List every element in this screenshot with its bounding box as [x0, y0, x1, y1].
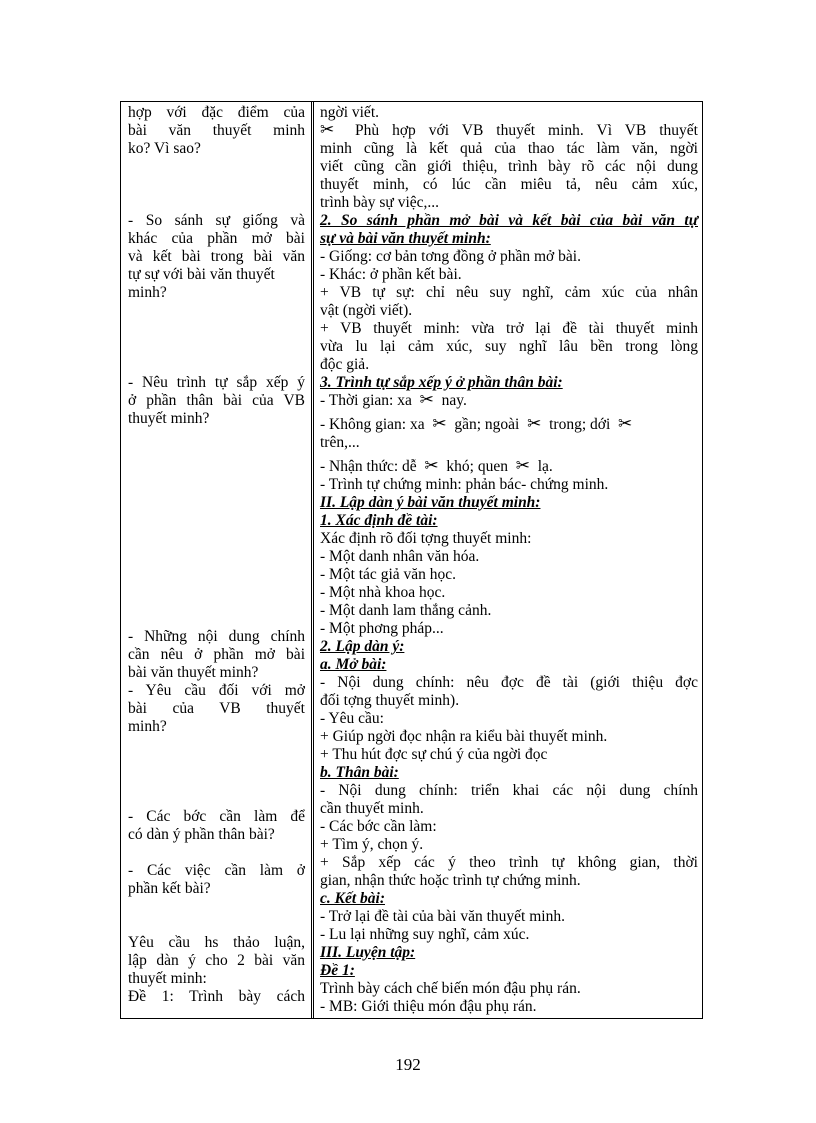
question-line [128, 284, 305, 302]
scissors-icon: ✂ [424, 456, 439, 476]
line-text: - Giống: cơ bản tơng đồng ở phần mở bài. [320, 248, 581, 265]
line-text: ở phần thân bài của VB [128, 392, 305, 409]
content-heading [320, 494, 698, 512]
content-line [320, 122, 698, 140]
line-text: bài văn thuyết minh? [128, 664, 259, 681]
question-line [128, 628, 305, 646]
line-text: - Nội dung chính: nêu đợc đề tài (giới thiệu đợc [320, 674, 698, 691]
question-line [128, 718, 305, 736]
line-text: - Các bớc cần làm: [320, 818, 437, 835]
content-heading [320, 374, 698, 392]
line-text: cần nêu ở phần mở bài [128, 646, 305, 663]
line-text: - Nhận thức: dễ [320, 458, 421, 475]
line-text: - Yêu cầu đối với mở [128, 682, 305, 699]
question-line [128, 104, 305, 122]
scissors-icon: ✂ [527, 414, 542, 434]
question-line [128, 862, 305, 880]
line-text: - Một danh nhân văn hóa. [320, 548, 480, 565]
content-line [320, 908, 698, 926]
line-text: vừa lu lại cảm xúc, suy nghĩ lâu bền trong lòng [320, 338, 698, 355]
question-line [128, 880, 305, 898]
content-heading [320, 944, 698, 962]
question-line [128, 212, 305, 230]
content-line [320, 338, 698, 356]
line-text: Đề 1: [320, 962, 355, 979]
line-text: c. Kết bài: [320, 890, 385, 907]
line-text: trong; dới [545, 416, 615, 433]
question-line [128, 266, 305, 284]
line-text: minh? [128, 718, 167, 735]
content-heading [320, 962, 698, 980]
content-line [320, 266, 698, 284]
content-line [320, 434, 698, 452]
line-text: gian, nhận thức hoặc trình tự chứng minh. [320, 872, 581, 889]
content-line [320, 548, 698, 566]
line-text: 2. So sánh phần mở bài và kết bài của bài văn tự [320, 212, 698, 229]
scissors-icon: ✂ [515, 456, 530, 476]
lesson-table [120, 101, 703, 1019]
question-line [128, 122, 305, 140]
line-text: minh? [128, 284, 167, 301]
line-text: độc giả. [320, 356, 370, 373]
line-text: phần kết bài? [128, 880, 211, 897]
question-line [128, 646, 305, 664]
content-line [320, 392, 698, 410]
question-line [128, 140, 305, 158]
line-text: + Sắp xếp các ý theo trình tự không gian, thời [320, 854, 698, 871]
line-text: lập dàn ý cho 2 bài văn [128, 952, 305, 969]
line-text: + Thu hút đợc sự chú ý của ngời đọc [320, 746, 548, 763]
content-heading [320, 764, 698, 782]
question-line [128, 682, 305, 700]
line-text: - Nội dung chính: triển khai các nội dung chính [320, 782, 698, 799]
line-text: + VB tự sự: chỉ nêu suy nghĩ, cảm xúc của nhân [320, 284, 698, 301]
content-line [320, 710, 698, 728]
line-text: và kết bài trong bài văn [128, 248, 305, 265]
content-line [320, 692, 698, 710]
content-line [320, 980, 698, 998]
line-text: Xác định rõ đối tợng thuyết minh: [320, 530, 532, 547]
content-line [320, 728, 698, 746]
line-text: tự sự với bài văn thuyết [128, 266, 275, 283]
line-text: - Thời gian: xa [320, 392, 416, 409]
line-text: trình bày sự việc,... [320, 194, 440, 211]
line-text: bài của VB thuyết [128, 700, 305, 717]
line-text: - Trình tự chứng minh: phản bác- chứng minh. [320, 476, 609, 493]
content-line [320, 158, 698, 176]
content-heading [320, 512, 698, 530]
question-line [128, 952, 305, 970]
question-line [128, 664, 305, 682]
question-line [128, 826, 305, 844]
content-line [320, 836, 698, 854]
line-text: a. Mở bài: [320, 656, 387, 673]
question-line [128, 934, 305, 952]
line-text: có dàn ý phần thân bài? [128, 826, 275, 843]
line-text: Trình bày cách chế biến món đậu phụ rán. [320, 980, 581, 997]
content-line [320, 800, 698, 818]
line-text: hợp với đặc điểm của [128, 104, 305, 121]
line-text: nay. [437, 392, 467, 409]
scissors-icon: ✂ [432, 414, 447, 434]
line-text: - Nêu trình tự sắp xếp ý [128, 374, 305, 391]
line-text: ngời viết. [320, 104, 379, 121]
content-line [320, 854, 698, 872]
line-text: Phù hợp với VB thuyết minh. Vì VB thuyết [342, 122, 698, 139]
content-heading [320, 230, 698, 248]
line-text: khác của phần mở bài [128, 230, 305, 247]
content-line [320, 302, 698, 320]
content-line [320, 926, 698, 944]
line-text: - Một nhà khoa học. [320, 584, 446, 601]
content-line [320, 458, 698, 476]
line-text: - Không gian: xa [320, 416, 429, 433]
line-text: + Tìm ý, chọn ý. [320, 836, 424, 853]
content-line [320, 248, 698, 266]
question-line [128, 392, 305, 410]
line-text: 3. Trình tự sắp xếp ý ở phần thân bài: [320, 374, 563, 391]
content-heading [320, 656, 698, 674]
content-line [320, 602, 698, 620]
line-text: minh cũng là kết quả của thao tác làm văn, ngời [320, 140, 698, 157]
content-line [320, 566, 698, 584]
line-text: - Một phơng pháp... [320, 620, 444, 637]
content-line [320, 746, 698, 764]
content-line [320, 320, 698, 338]
content-line [320, 356, 698, 374]
line-text: - Yêu cầu: [320, 710, 384, 727]
line-text: bài văn thuyết minh [128, 122, 305, 139]
question-line [128, 700, 305, 718]
line-text: lạ. [533, 458, 553, 475]
content-line [320, 476, 698, 494]
content-heading [320, 890, 698, 908]
question-line [128, 374, 305, 392]
content-line [320, 872, 698, 890]
line-text: - MB: Giới thiệu món đậu phụ rán. [320, 998, 537, 1015]
question-line [128, 988, 305, 1006]
content-line [320, 530, 698, 548]
content-line [320, 818, 698, 836]
line-text: - Các bớc cần làm để [128, 808, 305, 825]
content-line [320, 194, 698, 212]
page-number: 192 [395, 1055, 421, 1074]
line-text: Đề 1: Trình bày cách [128, 988, 305, 1005]
content-line [320, 998, 698, 1016]
line-text: khó; quen [442, 458, 512, 475]
content-line [320, 104, 698, 122]
line-text: thuyết minh: [128, 970, 207, 987]
line-text: - So sánh sự giống và [128, 212, 305, 229]
line-text: ko? Vì sao? [128, 140, 201, 157]
line-text: thuyết minh, có lúc cần miêu tả, nêu cảm xúc, [320, 176, 698, 193]
content-line [320, 416, 698, 434]
line-text: - Các việc cần làm ở [128, 862, 305, 879]
line-text: b. Thân bài: [320, 764, 399, 781]
line-text: đối tợng thuyết minh). [320, 692, 460, 709]
line-text: - Một tác giả văn học. [320, 566, 457, 583]
content-line [320, 284, 698, 302]
question-line [128, 970, 305, 988]
line-text: thuyết minh? [128, 410, 210, 427]
content-line [320, 584, 698, 602]
line-text: cần thuyết minh. [320, 800, 424, 817]
scissors-icon: ✂ [618, 414, 633, 434]
line-text: sự và bài văn thuyết minh: [320, 230, 491, 247]
line-text: - Khác: ở phần kết bài. [320, 266, 462, 283]
question-line [128, 410, 305, 428]
line-text: vật (ngời viết). [320, 302, 413, 319]
question-line [128, 230, 305, 248]
line-text: gần; ngoài [450, 416, 524, 433]
line-text: 1. Xác định đề tài: [320, 512, 438, 529]
line-text: + Giúp ngời đọc nhận ra kiểu bài thuyết minh. [320, 728, 608, 745]
line-text: - Một danh lam thắng cảnh. [320, 602, 492, 619]
content-line [320, 140, 698, 158]
line-text: + VB thuyết minh: vừa trở lại đề tài thuyết minh [320, 320, 698, 337]
line-text: - Những nội dung chính [128, 628, 305, 645]
content-line [320, 176, 698, 194]
content-line [320, 620, 698, 638]
scissors-icon: ✂ [419, 390, 434, 410]
line-text: - Lu lại những suy nghĩ, cảm xúc. [320, 926, 530, 943]
line-text: II. Lập dàn ý bài văn thuyết minh: [320, 494, 541, 511]
content-heading [320, 638, 698, 656]
line-text: trên,... [320, 434, 360, 451]
line-text: III. Luyện tập: [320, 944, 416, 961]
question-line [128, 808, 305, 826]
column-divider [311, 102, 314, 1018]
scissors-icon: ✂ [320, 120, 335, 140]
content-line [320, 674, 698, 692]
line-text: - Trở lại đề tài của bài văn thuyết minh. [320, 908, 565, 925]
line-text: Yêu cầu hs thảo luận, [128, 934, 305, 951]
content-line [320, 782, 698, 800]
question-line [128, 248, 305, 266]
line-text: viết cũng cần giới thiệu, trình bày rõ các nội dung [320, 158, 698, 175]
line-text: 2. Lập dàn ý: [320, 638, 405, 655]
content-heading [320, 212, 698, 230]
